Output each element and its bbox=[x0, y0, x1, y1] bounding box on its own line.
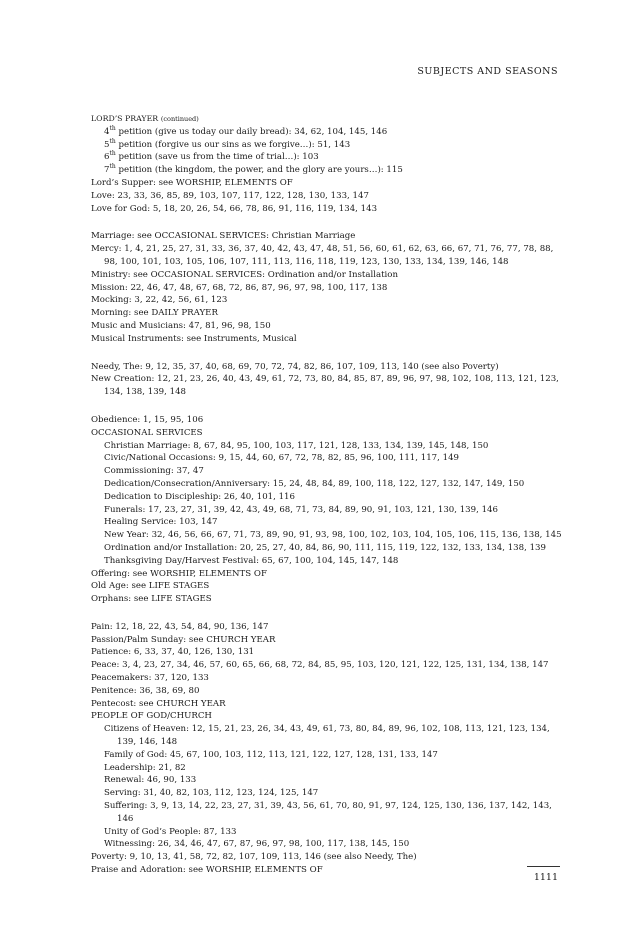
index-heading-occasional-services: OCCASIONAL SERVICES bbox=[91, 427, 203, 438]
index-column bbox=[91, 113, 563, 877]
index-subentry-petition: 4th petition (give us today our daily bread): 34, 62, 104, 145, 146 bbox=[104, 124, 388, 137]
index-entry: Ministry: see OCCASIONAL SERVICES: Ordination and/or Installation bbox=[91, 269, 398, 280]
index-entry: Musical Instruments: see Instruments, Musical bbox=[91, 333, 297, 344]
index-subentry-petition: 6th petition (save us from the time of trial…): 103 bbox=[104, 150, 319, 163]
index-entry: Obedience: 1, 15, 95, 106 bbox=[91, 414, 204, 425]
index-subentry: Healing Service: 103, 147 bbox=[104, 517, 218, 528]
index-subentry: Unity of God’s People: 87, 133 bbox=[104, 826, 237, 837]
index-entry: Pentecost: see CHURCH YEAR bbox=[91, 698, 226, 709]
lords-prayer-heading: LORD’S PRAYER bbox=[91, 114, 159, 123]
index-subentry: Commissioning: 37, 47 bbox=[104, 466, 204, 477]
index-entry: Poverty: 9, 10, 13, 41, 58, 72, 82, 107, 109, 113, 146 (see also Needy, The) bbox=[91, 852, 417, 863]
index-entry: New Creation: 12, 21, 23, 26, 40, 43, 49, 61, 72, 73, 80, 84, 85, 87, 89, 96, 97, 98, 102, 108, 113, 121, 123, 134, 138, 139, 148 bbox=[91, 374, 559, 398]
index-subentry: Dedication/Consecration/Anniversary: 15, 24, 48, 84, 89, 100, 118, 122, 127, 132, 147, 149, 150 bbox=[104, 478, 525, 489]
index-subentry-petition: 5th petition (forgive us our sins as we forgive…): 51, 143 bbox=[104, 137, 351, 150]
index-subentry: New Year: 32, 46, 56, 66, 67, 71, 73, 89, 90, 91, 93, 98, 100, 102, 103, 104, 105, 106, 115, 136, 138, 145 bbox=[104, 530, 562, 541]
index-subentry: Thanksgiving Day/Harvest Festival: 65, 67, 100, 104, 145, 147, 148 bbox=[104, 555, 399, 566]
footer-rule bbox=[527, 866, 560, 867]
continued-label: (continued) bbox=[160, 115, 199, 123]
index-subentry: Witnessing: 26, 34, 46, 47, 67, 87, 96, 97, 98, 100, 117, 138, 145, 150 bbox=[104, 839, 410, 850]
index-subentry: Christian Marriage: 8, 67, 84, 95, 100, 103, 117, 121, 128, 133, 134, 139, 145, 148, 150 bbox=[104, 440, 489, 451]
index-entry: Love for God: 5, 18, 20, 26, 54, 66, 78, 86, 91, 116, 119, 134, 143 bbox=[91, 203, 378, 214]
index-entry: Penitence: 36, 38, 69, 80 bbox=[91, 685, 200, 696]
index-entry: Orphans: see LIFE STAGES bbox=[91, 594, 212, 605]
index-entry: Needy, The: 9, 12, 35, 37, 40, 68, 69, 70, 72, 74, 82, 86, 107, 109, 113, 140 (see also Poverty) bbox=[91, 361, 499, 372]
page-number: 1111 bbox=[533, 872, 558, 883]
index-entry: Mocking: 3, 22, 42, 56, 61, 123 bbox=[91, 295, 228, 306]
index-entry: Peace: 3, 4, 23, 27, 34, 46, 57, 60, 65, 66, 68, 72, 84, 85, 95, 103, 120, 121, 122, 125, 131, 134, 138, 147 bbox=[91, 660, 549, 671]
index-entry: Mercy: 1, 4, 21, 25, 27, 31, 33, 36, 37, 40, 42, 43, 47, 48, 51, 56, 60, 61, 62, 63, 66, 67, 71, 76, 77, 78, 88, 98, 100, 101, 103, 105, 106, 107, 111, 113, 116, 118, 119, 123, 130, 133, 134, 139, 146, 148 bbox=[91, 244, 554, 267]
index-subentry: Funerals: 17, 23, 27, 31, 39, 42, 43, 49, 68, 71, 73, 84, 89, 90, 91, 103, 121, 130, 139, 146 bbox=[104, 504, 498, 515]
index-entry: Music and Musicians: 47, 81, 96, 98, 150 bbox=[91, 320, 271, 331]
index-entry: Praise and Adoration: see WORSHIP, ELEMENTS OF bbox=[91, 865, 323, 876]
index-entry: Lord’s Supper: see WORSHIP, ELEMENTS OF bbox=[91, 177, 293, 188]
index-subentry: Serving: 31, 40, 82, 103, 112, 123, 124, 125, 147 bbox=[104, 788, 319, 799]
index-entry: Marriage: see OCCASIONAL SERVICES: Christian Marriage bbox=[91, 231, 356, 242]
index-subentry: Family of God: 45, 67, 100, 103, 112, 113, 121, 122, 127, 128, 131, 133, 147 bbox=[104, 749, 438, 760]
index-subentry: Citizens of Heaven: 12, 15, 21, 23, 26, 34, 43, 49, 61, 73, 80, 84, 89, 96, 102, 108, 113, 121, 123, 134, 139, 146, 148 bbox=[104, 724, 550, 748]
index-subentry: Renewal: 46, 90, 133 bbox=[104, 775, 197, 786]
index-entry: Mission: 22, 46, 47, 48, 67, 68, 72, 86, 87, 96, 97, 98, 100, 117, 138 bbox=[91, 282, 388, 293]
index-subentry-petition: 7th petition (the kingdom, the power, and the glory are yours…): 115 bbox=[104, 163, 403, 176]
index-entry: Love: 23, 33, 36, 85, 89, 103, 107, 117, 122, 128, 130, 133, 147 bbox=[91, 190, 369, 201]
index-subentry: Civic/National Occasions: 9, 15, 44, 60, 67, 72, 78, 82, 85, 96, 100, 111, 117, 149 bbox=[104, 453, 460, 464]
index-heading-lords-prayer bbox=[91, 113, 563, 126]
index-subentry: Ordination and/or Installation: 20, 25, 27, 40, 84, 86, 90, 111, 115, 119, 122, 132, 133, 134, 138, 139 bbox=[104, 542, 546, 553]
running-head: SUBJECTS AND SEASONS bbox=[417, 66, 558, 77]
index-subentry: Dedication to Discipleship: 26, 40, 101, 116 bbox=[104, 491, 295, 502]
index-entry: Peacemakers: 37, 120, 133 bbox=[91, 673, 209, 684]
index-subentry: Leadership: 21, 82 bbox=[104, 762, 186, 773]
index-entry: Old Age: see LIFE STAGES bbox=[91, 581, 210, 592]
index-entry: Morning: see DAILY PRAYER bbox=[91, 308, 218, 319]
index-entry: Passion/Palm Sunday: see CHURCH YEAR bbox=[91, 634, 276, 645]
index-entry: Offering: see WORSHIP, ELEMENTS OF bbox=[91, 568, 267, 579]
index-heading-people-of-god: PEOPLE OF GOD/CHURCH bbox=[91, 711, 212, 722]
index-subentry: Suffering: 3, 9, 13, 14, 22, 23, 27, 31, 39, 43, 56, 61, 70, 80, 91, 97, 124, 125, 130, 136, 137, 142, 143, 146 bbox=[104, 801, 552, 824]
index-entry: Pain: 12, 18, 22, 43, 54, 84, 90, 136, 147 bbox=[91, 621, 269, 632]
index-entry: Patience: 6, 33, 37, 40, 126, 130, 131 bbox=[91, 647, 255, 658]
